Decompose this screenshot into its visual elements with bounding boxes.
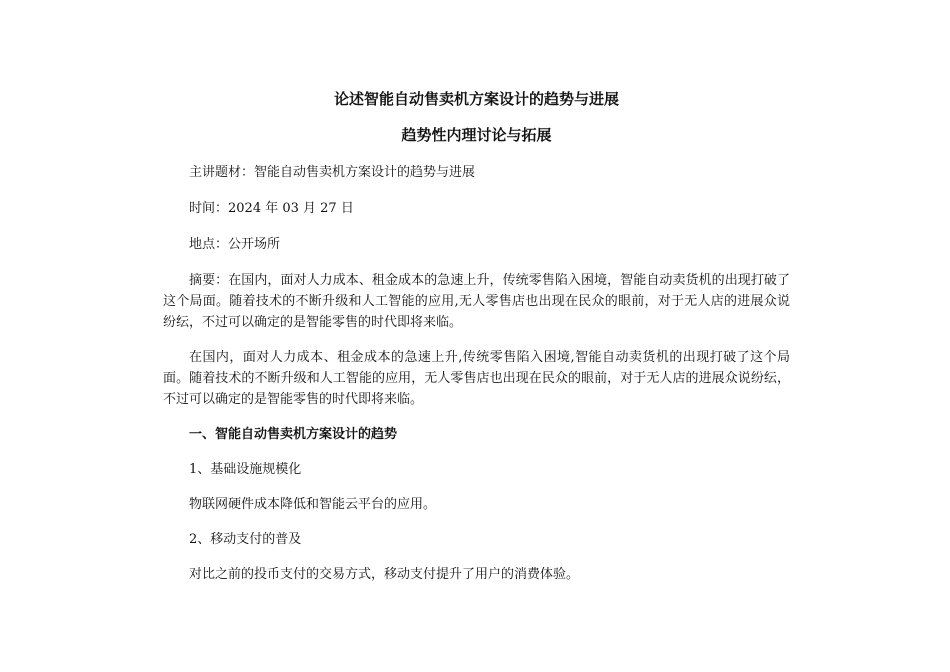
intro-paragraph: 在国内，面对人力成本、租金成本的急速上升,传统零售陷入困境,智能自动卖货机的出现打破了这个局面。随着技术的不断升级和人工智能的应用，无人零售店也出现在民众的眼前，对于无人店的进展众说纷纭，不过可以确定的是智能零售的时代即将来临。	[163, 350, 790, 407]
document-subtitle: 趋势性内理讨论与拓展	[401, 126, 552, 144]
document-title: 论述智能自动售卖机方案设计的趋势与进展	[333, 90, 619, 108]
location-line: 地点：公开场所	[189, 237, 281, 252]
item-heading: 1、基础设施规模化	[189, 462, 302, 477]
section-heading: 一、智能自动售卖机方案设计的趋势	[189, 427, 398, 442]
item-text: 对比之前的投币支付的交易方式，移动支付提升了用户的消费体验。	[189, 567, 580, 582]
time-line: 时间：2024 年 03 月 27 日	[189, 201, 354, 216]
abstract-paragraph: 摘要：在国内，面对人力成本、租金成本的急速上升，传统零售陷入困境，智能自动卖货机的出现打破了这个局面。随着技术的不断升级和人工智能的应用,无人零售店也出现在民众的眼前，对于无人店的进展众说纷纭，不过可以确定的是智能零售的时代即将来临。	[163, 273, 790, 330]
document-body	[163, 88, 790, 599]
topic-line: 主讲题材：智能自动售卖机方案设计的趋势与进展	[189, 165, 476, 180]
item-text: 物联网硬件成本降低和智能云平台的应用。	[189, 497, 437, 512]
item-heading: 2、移动支付的普及	[189, 532, 302, 547]
